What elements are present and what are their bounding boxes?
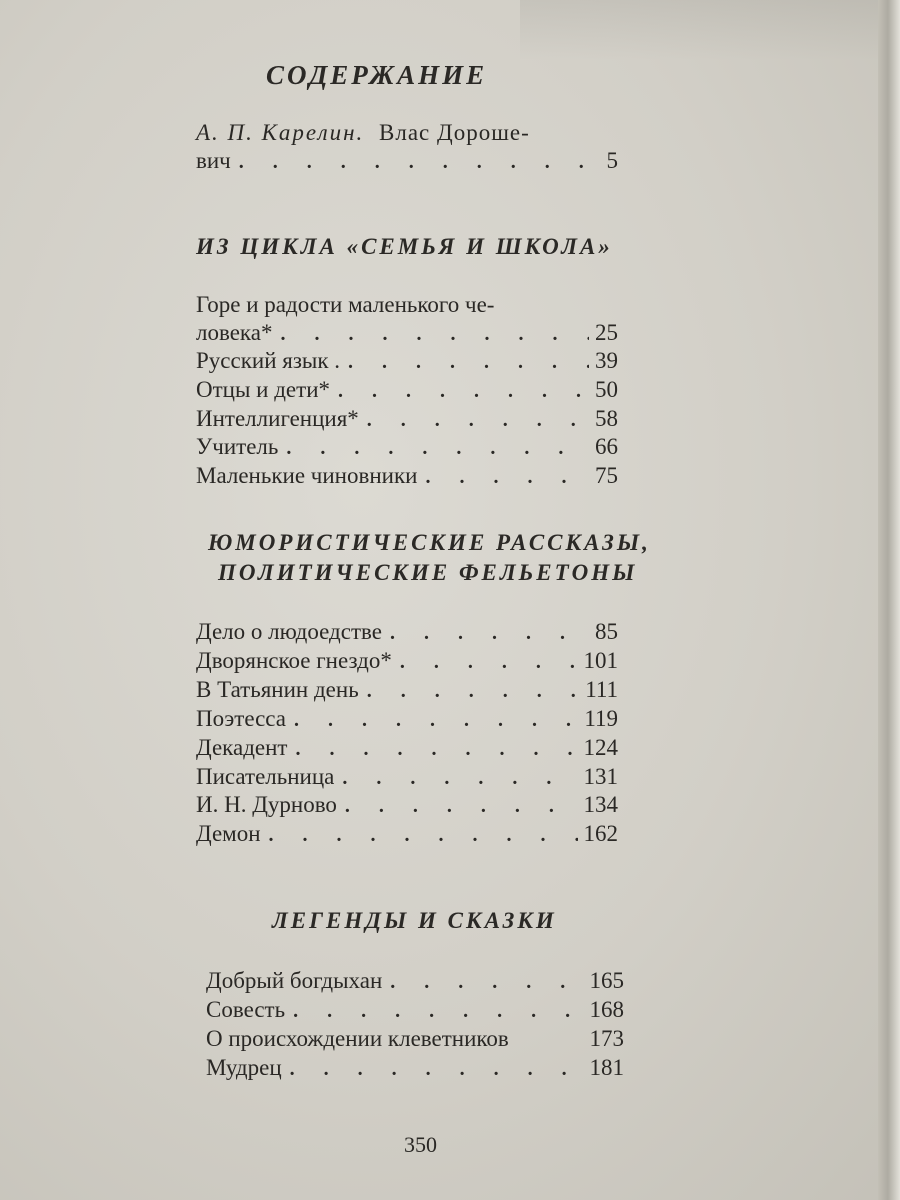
leader-dots <box>337 791 578 821</box>
intro-title-part1: Влас Дороше- <box>379 120 530 145</box>
leader-dots <box>382 967 583 997</box>
toc-entry <box>196 790 618 820</box>
intro-author: А. П. Карелин. <box>196 120 365 145</box>
leader-dots <box>282 1054 584 1084</box>
page-ref: 75 <box>595 463 618 488</box>
section-heading: ИЗ ЦИКЛА «СЕМЬЯ И ШКОЛА» <box>196 234 613 259</box>
entry-title: Дело о людоедстве <box>196 619 382 644</box>
toc-entry <box>196 404 618 434</box>
entry-title: Демон <box>196 821 261 846</box>
section-heading: ЛЕГЕНДЫ И СКАЗКИ <box>272 908 557 933</box>
toc-entry <box>196 461 618 491</box>
toc-entry <box>196 733 618 763</box>
leader-dots <box>417 462 589 492</box>
toc-entry <box>196 617 618 647</box>
contents-title: СОДЕРЖАНИЕ <box>266 60 488 90</box>
entry-title: И. Н. Дурново <box>196 792 337 817</box>
section-heading-line1: ЮМОРИСТИЧЕСКИЕ РАССКАЗЫ, <box>208 530 651 555</box>
toc-entry <box>196 646 618 676</box>
leader-dots <box>382 618 589 648</box>
entry-title: ловека* <box>196 320 273 345</box>
toc-entry <box>196 346 618 376</box>
entry-title: В Татьянин день <box>196 677 359 702</box>
entry-title: Совесть <box>206 997 286 1022</box>
page-ref: 58 <box>595 406 618 431</box>
section-heading-line2: ПОЛИТИЧЕСКИЕ ФЕЛЬЕТОНЫ <box>218 560 638 585</box>
entry-title: Декадент <box>196 735 288 760</box>
entry-title: Отцы и дети* <box>196 377 331 402</box>
leader-dots <box>261 820 578 850</box>
page-ref: 5 <box>606 148 618 173</box>
toc-entry <box>196 819 618 849</box>
toc-entry <box>196 146 618 176</box>
intro-title-part2: вич <box>196 148 231 173</box>
toc-entry <box>206 966 624 996</box>
entry-title: Учитель <box>196 434 279 459</box>
leader-dots <box>286 705 578 735</box>
page-ref: 119 <box>584 706 618 731</box>
page-edge <box>878 0 900 1200</box>
page-ref: 173 <box>589 1026 624 1051</box>
leader-dots <box>278 433 589 463</box>
entry-title: Русский язык . <box>196 348 341 373</box>
leader-dots <box>285 996 583 1026</box>
page-ref: 111 <box>585 677 618 702</box>
intro-entry-line1 <box>196 118 530 148</box>
entry-title: Маленькие чиновники <box>196 463 418 488</box>
toc-entry <box>196 318 618 348</box>
page-ref: 124 <box>583 735 618 760</box>
toc-entry <box>196 432 618 462</box>
page-ref: 168 <box>589 997 624 1022</box>
page-ref: 165 <box>589 968 624 993</box>
page-ref: 39 <box>595 348 618 373</box>
page-ref: 25 <box>595 320 618 345</box>
page-ref: 131 <box>583 764 618 789</box>
toc-entry <box>196 375 618 405</box>
leader-dots <box>359 676 580 706</box>
page-number: 350 <box>404 1132 437 1157</box>
entry-title: О происхождении клеветников <box>206 1026 509 1051</box>
entry-title: Мудрец <box>206 1055 282 1080</box>
page-shadow <box>520 0 880 60</box>
leader-dots <box>272 319 589 349</box>
leader-dots <box>330 376 589 406</box>
toc-entry <box>196 704 618 734</box>
page-ref: 50 <box>595 377 618 402</box>
toc-entry <box>206 1053 624 1083</box>
leader-dots <box>359 405 589 435</box>
page-ref: 181 <box>589 1055 624 1080</box>
entry-title: Поэтесса <box>196 706 287 731</box>
page-ref: 101 <box>583 648 618 673</box>
entry-title: Добрый богдыхан <box>206 968 383 993</box>
page-ref: 85 <box>595 619 618 644</box>
entry-title: Писательница <box>196 764 335 789</box>
leader-dots <box>392 647 578 677</box>
entry-title: Интеллигенция* <box>196 406 359 431</box>
leader-dots <box>231 147 601 177</box>
leader-dots <box>287 734 577 764</box>
toc-entry <box>196 762 618 792</box>
entry-title: Дворянское гнездо* <box>196 648 392 673</box>
toc-entry <box>196 675 618 705</box>
leader-dots <box>340 347 589 377</box>
leader-dots <box>334 763 577 793</box>
toc-entry-line1: Горе и радости маленького че- <box>196 292 495 317</box>
toc-entry <box>206 1024 624 1054</box>
page-ref: 66 <box>595 434 618 459</box>
page-ref: 162 <box>583 821 618 846</box>
page-ref: 134 <box>583 792 618 817</box>
toc-entry <box>206 995 624 1025</box>
